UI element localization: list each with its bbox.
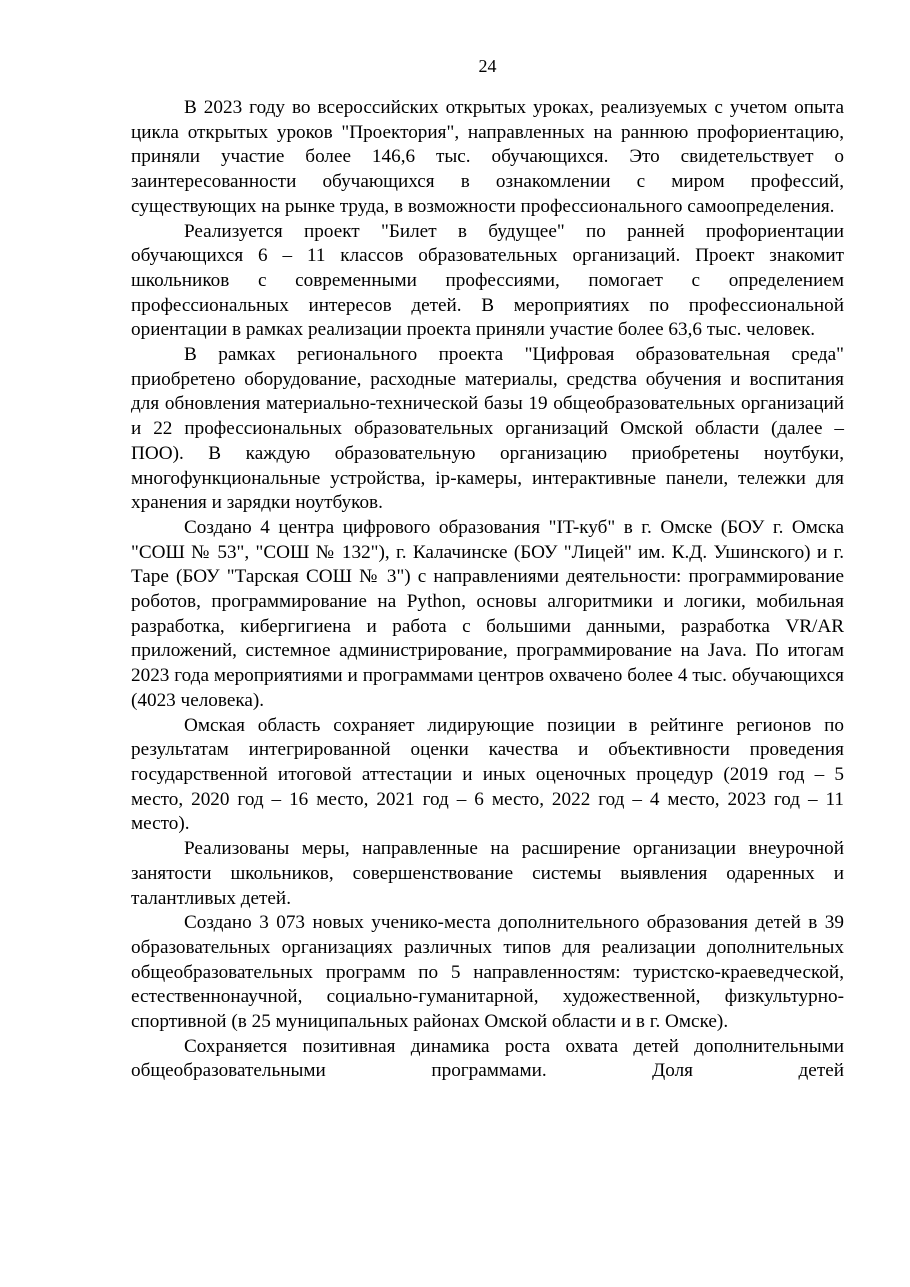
paragraph-coverage-dynamics: Сохраняется позитивная динамика роста охвата детей дополнительными общеобразовательными программами. Доля детей (131, 1035, 844, 1082)
document-page (131, 52, 844, 1084)
page-number: 24 (478, 56, 497, 76)
paragraph-digital-environment: В рамках регионального проекта "Цифровая образовательная среда" приобретено оборудование, расходные материалы, средства обучения и воспитания для обновления материально-технической базы 19 общеобразовательных организаций и 22 профессиональных образовательных организаций Омской области (далее – ПОО). В каждую образовательную организацию приобретены ноутбуки, многофункциональные устройства, ip-камеры, интерактивные панели, тележки для хранения и зарядки ноутбуков. (131, 344, 844, 514)
paragraph-extracurricular: Реализованы меры, направленные на расширение организации внеурочной занятости школьников, совершенствование системы выявления одаренных и талантливых детей. (131, 838, 844, 909)
paragraph-bilet-v-budushchee: Реализуется проект "Билет в будущее" по ранней профориентации обучающихся 6 – 11 классов образовательных организаций. Проект знакомит школьников с современными профессиями, помогает с определением профессиональных интересов детей. В мероприятиях по профессиональной ориентации в рамках реализации проекта приняли участие более 63,6 тыс. человек. (131, 220, 844, 341)
paragraph-it-cube: Создано 4 центра цифрового образования "IT-куб" в г. Омске (БОУ г. Омска "СОШ № 53", "СОШ № 132"), г. Калачинске (БОУ "Лицей" им. К.Д. Ушинского) и г. Таре (БОУ "Тарская СОШ № 3") с направлениями деятельности: программирование роботов, программирование на Python, основы алгоритмики и логики, мобильная разработка, кибергигиена и работа с большими данными, разработка VR/AR приложений, системное администрирование, программирование на Java. По итогам 2023 года мероприятиями и программами центров охвачено более 4 тыс. обучающихся (4023 человека). (131, 516, 844, 711)
paragraph-new-places: Создано 3 073 новых ученико-места дополнительного образования детей в 39 образовательных организациях различных типов для реализации дополнительных общеобразовательных программ по 5 направленностям: туристско-краеведческой, естественнонаучной, социально-гуманитарной, художественной, физкультурно-спортивной (в 25 муниципальных районах Омской области и в г. Омске). (131, 912, 844, 1033)
paragraph-proektoria: В 2023 году во всероссийских открытых уроках, реализуемых с учетом опыта цикла открытых уроков "Проектория", направленных на раннюю профориентацию, приняли участие более 146,6 тыс. обучающихся. Это свидетельствует о заинтересованности обучающихся в ознакомлении с миром профессий, существующих на рынке труда, в возможности профессионального самоопределения. (131, 97, 844, 217)
paragraph-rating: Омская область сохраняет лидирующие позиции в рейтинге регионов по результатам интегрированной оценки качества и объективности проведения государственной итоговой аттестации и иных оценочных процедур (2019 год – 5 место, 2020 год – 16 место, 2021 год – 6 место, 2022 год – 4 место, 2023 год – 11 место). (131, 714, 844, 835)
